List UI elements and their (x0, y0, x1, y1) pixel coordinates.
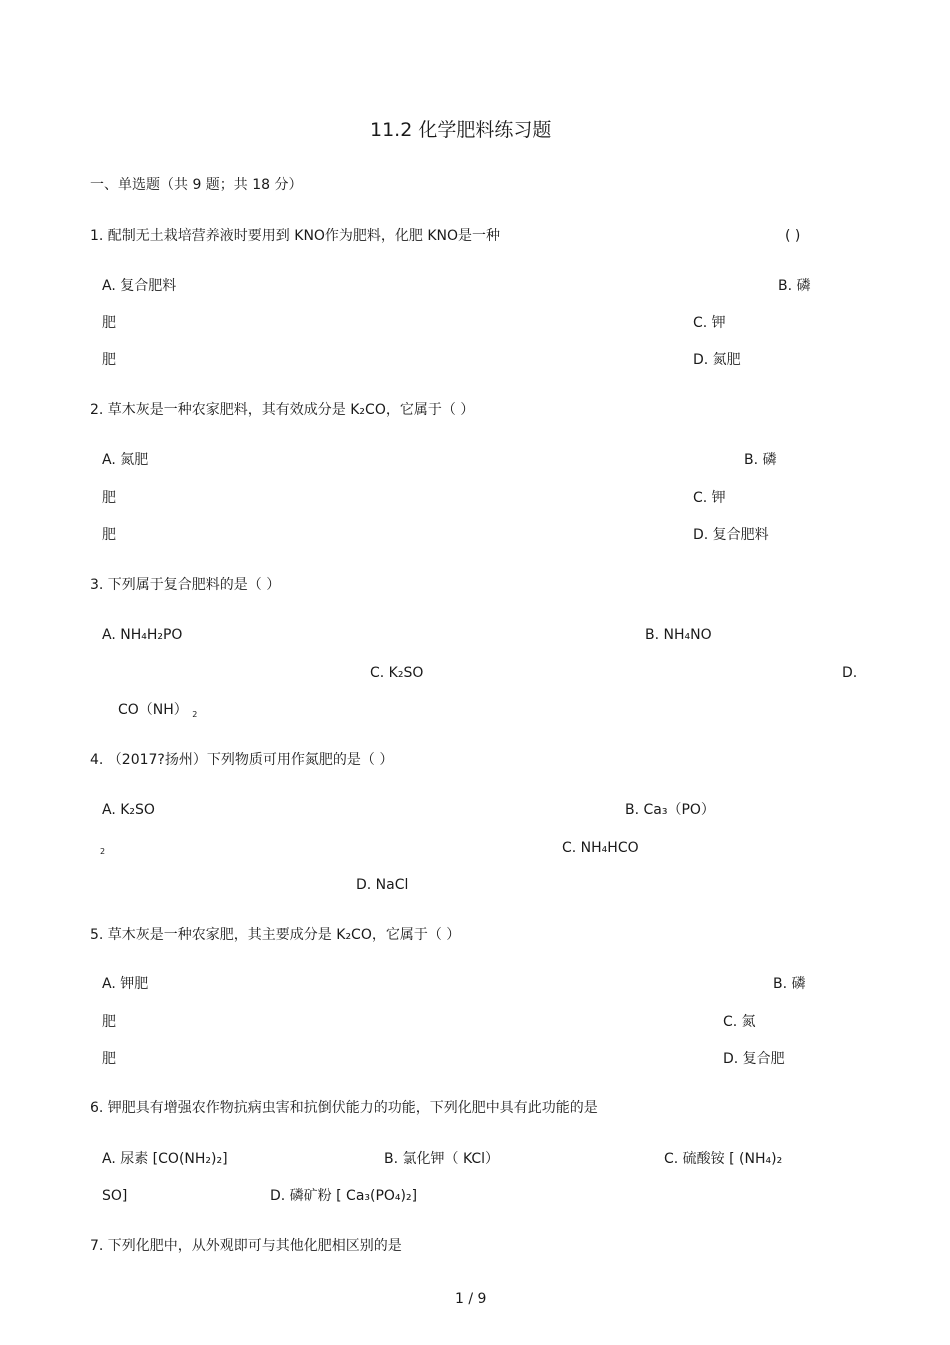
page-number: 1 / 9 (455, 1291, 487, 1307)
option-a[interactable]: A. NH₄H₂PO (102, 627, 183, 643)
question-stem: 5. 草木灰是一种农家肥，其主要成分是 K₂CO，它属于（ ） (90, 927, 461, 943)
option-continuation: 肥 (102, 315, 116, 331)
option-continuation: 肥 (102, 352, 116, 368)
option-c[interactable]: C. NH₄HCO (562, 840, 639, 856)
option-continuation: 肥 (102, 490, 116, 506)
option-b[interactable]: B. 磷 (773, 976, 806, 992)
question-stem: 6. 钾肥具有增强农作物抗病虫害和抗倒伏能力的功能，下列化肥中具有此功能的是 (90, 1100, 598, 1116)
option-b[interactable]: B. Ca₃（PO） (625, 802, 715, 818)
option-c[interactable]: C. 钾 (693, 315, 726, 331)
option-continuation: SO] (102, 1188, 128, 1204)
option-d[interactable]: D. 磷矿粉 [ Ca₃(PO₄)₂] (270, 1188, 418, 1204)
option-continuation: 肥 (102, 1014, 116, 1030)
option-d[interactable]: D. NaCl (356, 877, 409, 893)
option-a[interactable]: A. 氮肥 (102, 452, 149, 468)
option-continuation: 肥 (102, 1051, 116, 1067)
question-stem: 2. 草木灰是一种农家肥料，其有效成分是 K₂CO，它属于（ ） (90, 402, 475, 418)
option-b[interactable]: B. NH₄NO (645, 627, 712, 643)
option-a[interactable]: A. 尿素 [CO(NH₂)₂] (102, 1151, 228, 1167)
option-d[interactable]: D. (842, 665, 858, 681)
question-stem: 1. 配制无土栽培营养液时要用到 KNO作为肥料，化肥 KNO是一种 (90, 228, 501, 244)
option-d[interactable]: D. 氮肥 (693, 352, 741, 368)
section-heading: 一、单选题（共 9 题；共 18 分） (90, 177, 303, 193)
option-b[interactable]: B. 磷 (778, 278, 811, 294)
formula-subscript: 2 (192, 710, 198, 719)
option-b[interactable]: B. 氯化钾（ KCl） (384, 1151, 500, 1167)
option-a[interactable]: A. K₂SO (102, 802, 155, 818)
answer-paren: ( ) (785, 228, 801, 244)
option-c[interactable]: C. 硫酸铵 [ (NH₄)₂ (664, 1151, 783, 1167)
question-stem: 4. （2017?扬州）下列物质可用作氮肥的是（ ） (90, 752, 394, 768)
option-c[interactable]: C. 钾 (693, 490, 726, 506)
option-c[interactable]: C. K₂SO (370, 665, 424, 681)
question-stem: 3. 下列属于复合肥料的是（ ） (90, 577, 281, 593)
option-continuation: 肥 (102, 527, 116, 543)
option-b[interactable]: B. 磷 (744, 452, 777, 468)
option-a[interactable]: A. 钾肥 (102, 976, 149, 992)
option-a[interactable]: A. 复合肥料 (102, 278, 177, 294)
option-c[interactable]: C. 氮 (723, 1014, 756, 1030)
question-stem: 7. 下列化肥中，从外观即可与其他化肥相区别的是 (90, 1238, 402, 1254)
page-title: 11.2 化学肥料练习题 (370, 119, 552, 141)
option-d[interactable]: D. 复合肥 (723, 1051, 785, 1067)
formula-subscript: 2 (100, 847, 106, 856)
formula-text: CO（NH） (118, 702, 188, 718)
option-d[interactable]: D. 复合肥料 (693, 527, 769, 543)
option-continuation (118, 701, 197, 724)
